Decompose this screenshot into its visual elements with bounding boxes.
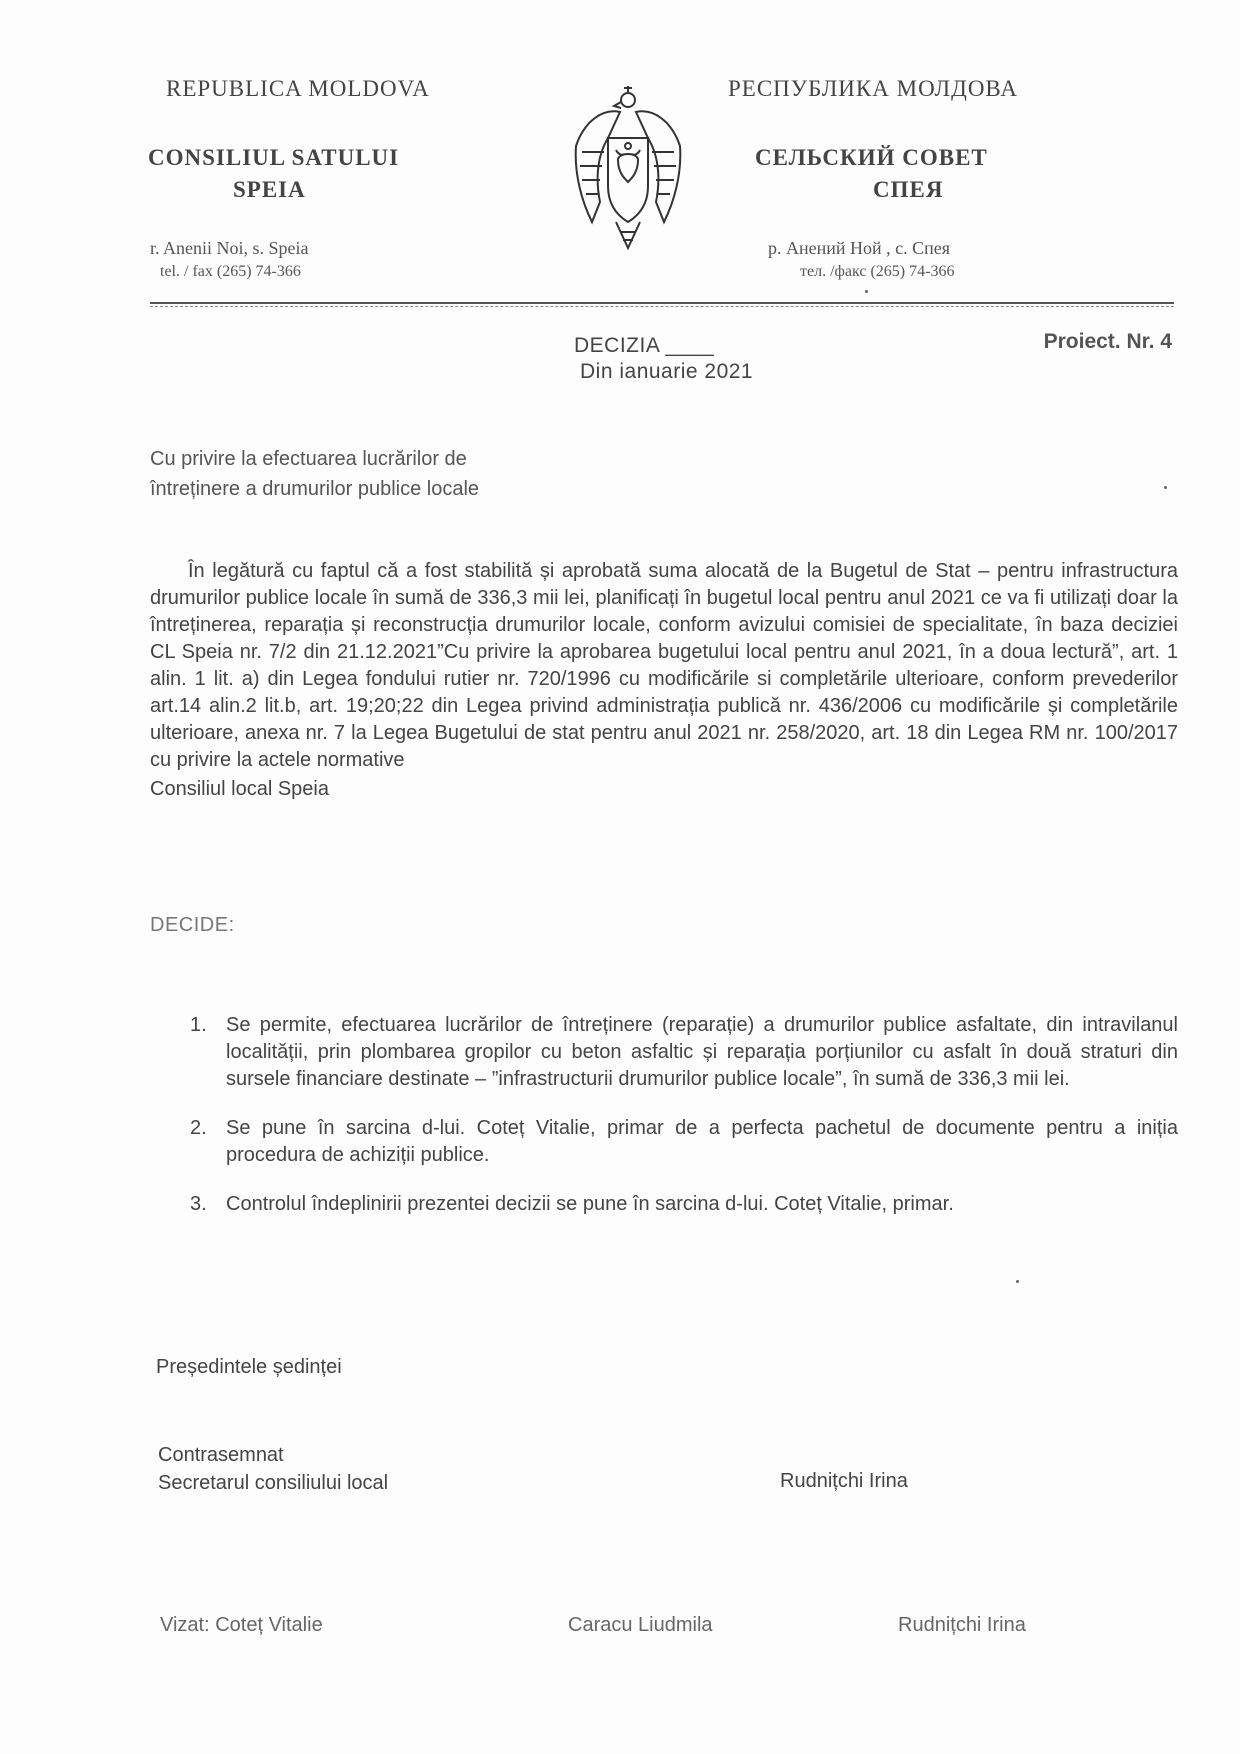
subject-line-2: întreținere a drumurilor publice locale xyxy=(150,478,480,500)
scan-speck xyxy=(865,290,868,293)
secretary-name: Rudnițchi Irina xyxy=(780,1470,908,1492)
subject-line-1: Cu privire la efectuarea lucrărilor de xyxy=(150,448,467,470)
preamble-paragraph: În legătură cu faptul că a fost stabilită și aprobată suma alocată de la Bugetul de Stat – pentru infrastructura drumurilor publice locale în sumă de 336,3 mii lei, planificați în bugetul local pentru anul 2021 ce va fi utilizați doar la întreținerea, reparația și reconstrucția drumurilor locale, conform avizului comisiei de specialitate, în baza deciziei CL Speia nr. 7/2 din 21.12.2021”Cu privire la aprobarea bugetului local pentru anul 2021, în a doua lectură”, art. 1 alin. 1 lit. a) din Legea fondului rutier nr. 720/1996 cu modificările si completările ulterioare, conform prevederilor art.14 alin.2 lit.b, art. 19;20;22 din Legea privind administrația publică nr. 436/2006 cu modificările și completările ulterioare, anexa nr. 7 la Legea Bugetului de stat pentru anul 2021 nr. 258/2020, art. 18 din Legea RM nr. 100/2017 cu privire la actele normative xyxy=(150,560,1178,771)
header-council-ru-line1: СЕЛЬСКИЙ СОВЕТ xyxy=(755,145,988,170)
decision-title: DECIZIA ____ xyxy=(574,334,715,357)
header-address-ro: r. Anenii Noi, s. Speia xyxy=(150,238,309,258)
decision-item-number: 2. xyxy=(190,1117,207,1139)
decide-heading: DECIDE: xyxy=(150,914,235,936)
header-divider-secondary xyxy=(150,306,1174,307)
moldova-coat-of-arms-icon xyxy=(568,82,688,254)
decision-item-text: Se permite, efectuarea lucrărilor de întreținere (reparație) a drumurilor publice asfaltate, din intravilanul localității, prin plombarea gropilor cu beton asfaltic și reparația porțiunilor cu asfalt în două straturi din sursele financiare destinate – ”infrastructurii drumurilor publice locale”, în sumă de 336,3 mii lei. xyxy=(226,1014,1178,1090)
header-council-ru-line2: СПЕЯ xyxy=(873,177,944,202)
decision-date: Din ianuarie 2021 xyxy=(580,360,754,383)
countersigned-label: Contrasemnat xyxy=(158,1444,284,1466)
decision-item xyxy=(190,1012,1178,1093)
header-country-ru: РЕСПУБЛИКА МОЛДОВА xyxy=(728,76,1018,101)
project-number: Proiect. Nr. 4 xyxy=(1043,330,1172,353)
visa-signatory-1: Vizat: Coteț Vitalie xyxy=(160,1614,323,1636)
header-council-ro-line1: CONSILIUL SATULUI xyxy=(148,145,400,170)
chair-label: Președintele ședinței xyxy=(156,1356,342,1378)
decision-item-text: Controlul îndeplinirii prezentei decizii se pune în sarcina d-lui. Coteț Vitalie, primar. xyxy=(226,1193,954,1215)
decision-subject xyxy=(150,444,479,504)
preamble-block xyxy=(150,558,1178,803)
secretary-title: Secretarul consiliului local xyxy=(158,1472,389,1494)
decision-item xyxy=(190,1191,1178,1218)
decision-item-number: 3. xyxy=(190,1193,207,1215)
scan-speck xyxy=(1016,1280,1019,1283)
header-council-ro-line2: SPEIA xyxy=(233,177,306,202)
header-phone-ro: tel. / fax (265) 74-366 xyxy=(160,263,301,280)
header-phone-ru: тел. /факс (265) 74-366 xyxy=(800,263,955,280)
header-address-ru: р. Анений Ной , с. Спея xyxy=(768,238,951,258)
decision-item-number: 1. xyxy=(190,1014,207,1036)
decision-items xyxy=(190,1012,1178,1240)
council-name: Consiliul local Speia xyxy=(150,778,329,800)
visa-signatory-2: Caracu Liudmila xyxy=(568,1614,713,1636)
scan-speck xyxy=(1164,486,1167,489)
decision-item xyxy=(190,1115,1178,1169)
header-country-ro: REPUBLICA MOLDOVA xyxy=(166,76,430,101)
decision-item-text: Se pune în sarcina d-lui. Coteț Vitalie, primar de a perfecta pachetul de documente pentru a iniția procedura de achiziții publice. xyxy=(226,1117,1178,1166)
header-divider xyxy=(150,302,1174,304)
visa-signatory-3: Rudnițchi Irina xyxy=(898,1614,1026,1636)
